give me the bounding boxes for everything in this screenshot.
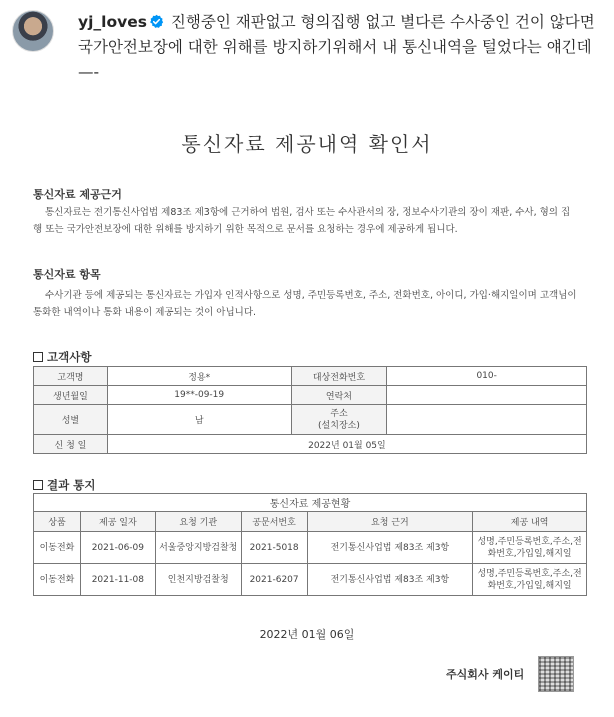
address-value	[387, 405, 587, 435]
column-header: 제공 내역	[473, 512, 587, 532]
username-link[interactable]: yj_loves	[78, 13, 147, 31]
table-cell: 이동전화	[34, 564, 81, 596]
document-image	[0, 100, 614, 717]
column-header: 상품	[34, 512, 81, 532]
column-header: 요청 근거	[307, 512, 473, 532]
caption	[78, 10, 606, 85]
phone-value: 010-	[387, 367, 587, 386]
column-header: 요청 기관	[155, 512, 241, 532]
customer-heading: 고객사항	[33, 349, 91, 365]
items-text: 수사기관 등에 제공되는 통신자료는 가입자 인적사항으로 성명, 주민등록번호, 주소, 전화번호, 아이디, 가입·해지일이며 고객님이 통화한 내역이나 통화 내용이 제공되는 것이 아닙니다.	[33, 290, 577, 318]
basis-text: 통신자료는 전기통신사업법 제83조 제3항에 근거하여 법원, 검사 또는 수사관서의 장, 정보수사기관의 장이 재판, 수사, 형의 집행 또는 국가안전보장에 대한 위해를 방지하기 위한 목적으로 문서를 요청하는 경우에 제공하게 됩니다.	[33, 207, 571, 235]
checkbox-icon	[33, 480, 43, 490]
table-cell: 서울중앙지방검찰청	[155, 532, 241, 564]
table-cell: 2021-6207	[241, 564, 307, 596]
name-value: 정용*	[107, 367, 291, 386]
customer-table	[33, 366, 587, 454]
qr-code-icon	[538, 656, 574, 692]
name-label: 고객명	[34, 367, 108, 386]
column-header: 공문서번호	[241, 512, 307, 532]
address-label: 주소 (설치장소)	[291, 405, 387, 435]
birth-value: 19**-09-19	[107, 386, 291, 405]
company-name: 주식회사 케이티	[446, 668, 525, 681]
document-title: 통신자료 제공내역 확인서	[181, 132, 433, 156]
table-cell: 2021-11-08	[80, 564, 155, 596]
contact-label: 연락처	[291, 386, 387, 405]
table-row	[34, 564, 587, 596]
gender-value: 남	[107, 405, 291, 435]
column-header: 제공 일자	[80, 512, 155, 532]
caption-text: 진행중인 재판없고 형의집행 없고 별다른 수사중인 건이 않다면 국가안전보장에 대한 위해를 방지하기위해서 내 통신내역을 털었다는 얘긴데—-	[78, 13, 595, 81]
table-cell: 성명,주민등록번호,주소,전화번호,가입일,해지일	[473, 564, 587, 596]
result-heading: 결과 통지	[33, 477, 95, 493]
table-cell: 2021-06-09	[80, 532, 155, 564]
request-date-value: 2022년 01월 05일	[107, 435, 586, 454]
table-cell: 전기통신사업법 제83조 제3항	[307, 532, 473, 564]
result-table-caption: 통신자료 제공현황	[34, 494, 587, 512]
result-table	[33, 493, 587, 596]
post-header	[0, 0, 614, 100]
table-cell: 2021-5018	[241, 532, 307, 564]
issue-date: 2022년 01월 06일	[259, 628, 355, 641]
gender-label: 성별	[34, 405, 108, 435]
contact-value	[387, 386, 587, 405]
table-cell: 이동전화	[34, 532, 81, 564]
phone-label: 대상전화번호	[291, 367, 387, 386]
table-cell: 인천지방검찰청	[155, 564, 241, 596]
table-row	[34, 532, 587, 564]
table-cell: 전기통신사업법 제83조 제3항	[307, 564, 473, 596]
checkbox-icon	[33, 352, 43, 362]
basis-heading: 통신자료 제공근거	[33, 188, 122, 201]
table-cell: 성명,주민등록번호,주소,전화번호,가입일,해지일	[473, 532, 587, 564]
verified-badge-icon	[149, 14, 164, 29]
request-date-label: 신 청 일	[34, 435, 108, 454]
birth-label: 생년월일	[34, 386, 108, 405]
avatar[interactable]	[12, 10, 54, 52]
items-heading: 통신자료 항목	[33, 268, 101, 281]
